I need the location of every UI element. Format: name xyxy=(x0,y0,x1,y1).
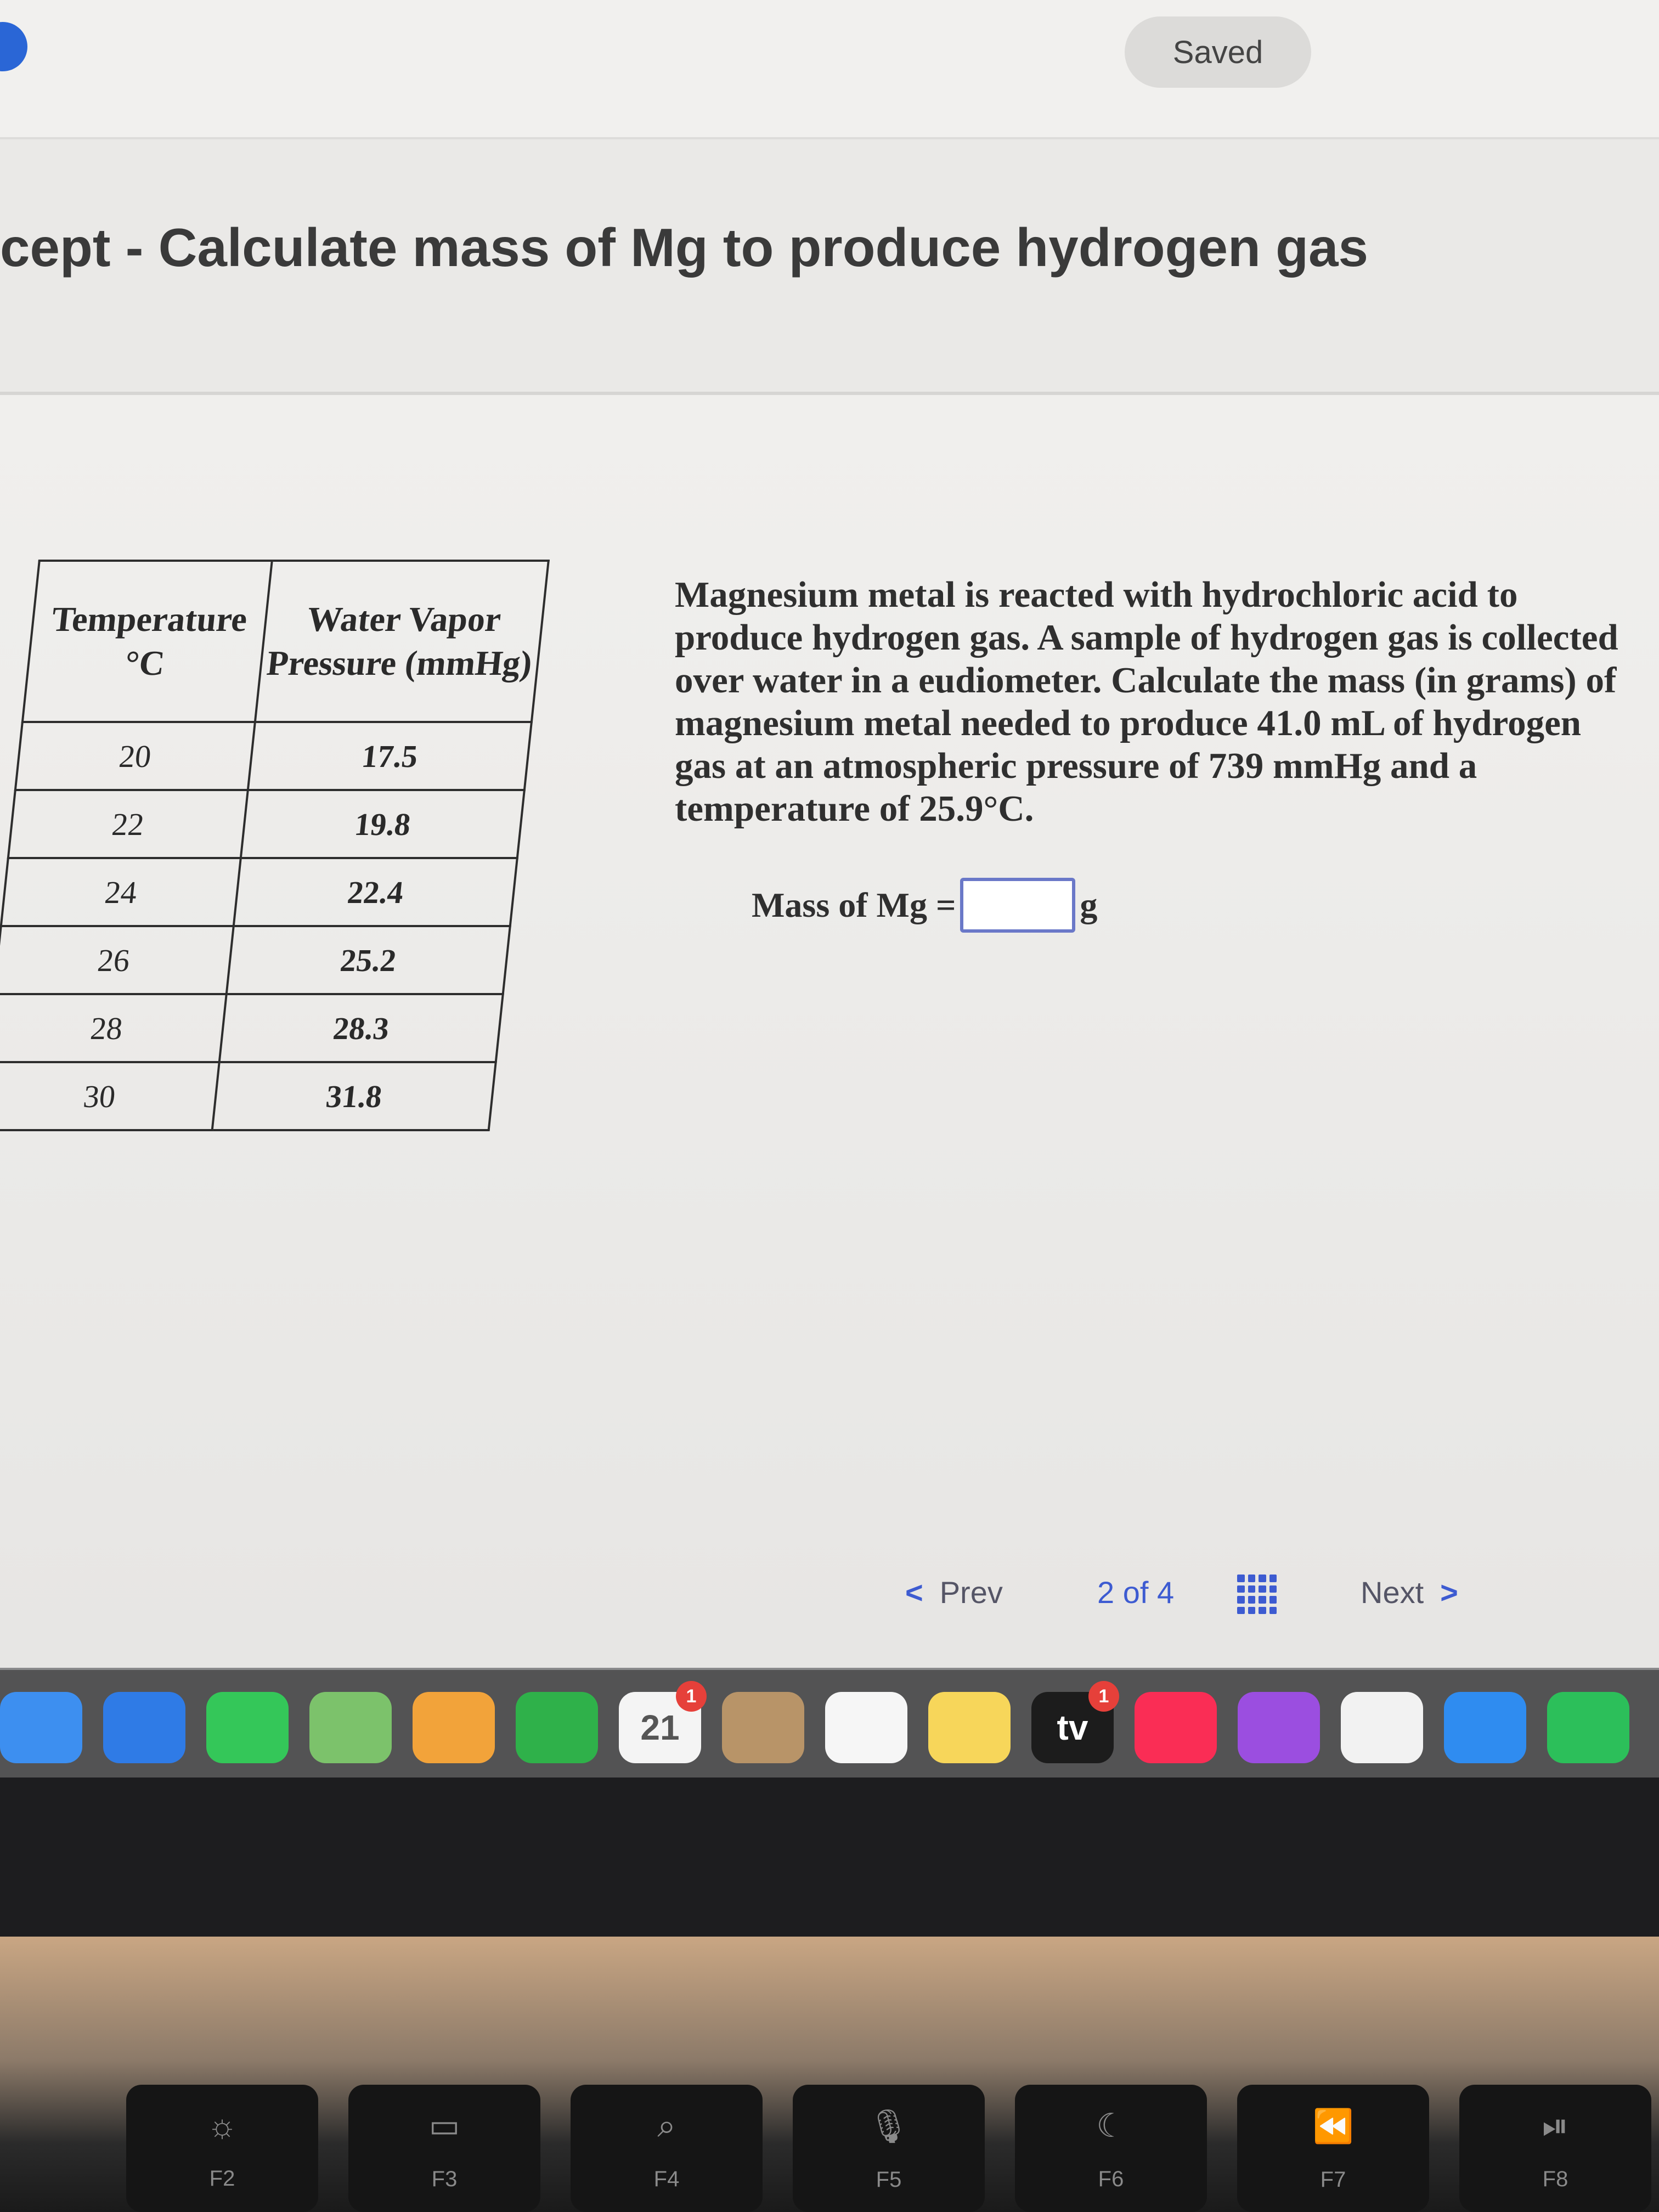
table-header-row xyxy=(22,561,549,722)
podcasts-icon[interactable] xyxy=(1238,1692,1320,1763)
key-label: F2 xyxy=(209,2166,235,2191)
maps-icon[interactable] xyxy=(309,1692,392,1763)
key-f5[interactable] xyxy=(793,2085,985,2212)
temperature-cell: 20 xyxy=(15,722,255,790)
calendar-icon[interactable]: 21 1 xyxy=(619,1692,701,1763)
temperature-cell: 30 xyxy=(0,1062,219,1130)
next-button[interactable] xyxy=(1361,1575,1458,1610)
question-content xyxy=(0,395,1659,1613)
chevron-right-icon: > xyxy=(1440,1575,1458,1610)
laptop-bezel xyxy=(0,1778,1659,1937)
question-text: Magnesium metal is reacted with hydrochloric acid to produce hydrogen gas. A sample of hydrogen gas is collected over water in a eudiometer. Calculate the mass (in grams) of magnesium metal needed to produce 41.0 mL of hydrogen gas at an atmospheric pressure of 739 mmHg and a temperature of 25.9°C. xyxy=(675,574,1618,829)
moon-icon: ☾ xyxy=(1096,2107,1126,2144)
temperature-cell: 24 xyxy=(1,858,241,926)
question-pager xyxy=(0,1564,1659,1629)
keynote-icon[interactable] xyxy=(1444,1692,1526,1763)
menu-button[interactable] xyxy=(0,22,27,71)
grid-icon[interactable] xyxy=(1237,1575,1277,1614)
search-icon: ⌕ xyxy=(657,2107,676,2144)
microphone-icon: 🎙 xyxy=(867,2108,910,2145)
notes-icon[interactable] xyxy=(928,1692,1011,1763)
rewind-icon: ⏪ xyxy=(1312,2108,1354,2145)
key-f7[interactable] xyxy=(1237,2085,1429,2212)
temperature-cell: 26 xyxy=(0,926,234,994)
table-row xyxy=(0,926,510,994)
table-header-temperature: Temperature °C xyxy=(22,561,272,722)
facetime-icon[interactable] xyxy=(516,1692,598,1763)
key-label: F4 xyxy=(653,2167,680,2191)
key-label: F6 xyxy=(1098,2167,1124,2191)
news-icon[interactable] xyxy=(1341,1692,1423,1763)
photos-icon[interactable] xyxy=(413,1692,495,1763)
brightness-icon: ☼ xyxy=(207,2107,238,2144)
messages-icon[interactable] xyxy=(206,1692,289,1763)
key-f3[interactable] xyxy=(348,2085,540,2212)
top-bar xyxy=(0,0,1659,139)
saved-status-badge: Saved xyxy=(1125,16,1311,88)
key-f6[interactable] xyxy=(1015,2085,1207,2212)
pressure-cell: 19.8 xyxy=(241,790,524,858)
mission-control-icon: ▭ xyxy=(428,2107,460,2144)
key-f4[interactable] xyxy=(571,2085,763,2212)
mass-answer-input[interactable] xyxy=(960,878,1075,933)
key-label: F8 xyxy=(1542,2167,1568,2191)
table-row xyxy=(0,994,503,1062)
numbers-icon[interactable] xyxy=(1547,1692,1629,1763)
pressure-cell: 25.2 xyxy=(227,926,510,994)
prev-label: Prev xyxy=(939,1575,1003,1610)
pressure-cell: 17.5 xyxy=(248,722,532,790)
table-row xyxy=(8,790,524,858)
notification-badge: 1 xyxy=(1088,1681,1119,1712)
table-row xyxy=(1,858,517,926)
mail-icon[interactable] xyxy=(0,1692,82,1763)
safari-icon[interactable] xyxy=(103,1692,185,1763)
pressure-cell: 31.8 xyxy=(212,1062,496,1130)
page-title: cept - Calculate mass of Mg to produce hydrogen gas xyxy=(0,217,1368,278)
key-f8[interactable] xyxy=(1459,2085,1651,2212)
next-label: Next xyxy=(1361,1575,1424,1610)
notification-badge: 1 xyxy=(676,1681,707,1712)
tv-icon[interactable]: tv 1 xyxy=(1031,1692,1114,1763)
reminders-icon[interactable] xyxy=(825,1692,907,1763)
temperature-cell: 22 xyxy=(8,790,248,858)
key-label: F3 xyxy=(431,2167,458,2191)
table-row xyxy=(15,722,532,790)
key-label: F5 xyxy=(876,2168,902,2192)
answer-row xyxy=(752,872,1097,938)
key-label: F7 xyxy=(1320,2168,1346,2192)
pressure-cell: 28.3 xyxy=(219,994,503,1062)
play-pause-icon: ⏯ xyxy=(1542,2107,1568,2144)
chevron-left-icon: < xyxy=(905,1575,923,1610)
contacts-icon[interactable] xyxy=(722,1692,804,1763)
answer-unit: g xyxy=(1080,885,1098,924)
temperature-cell: 28 xyxy=(0,994,227,1062)
answer-label: Mass of Mg = xyxy=(752,885,956,924)
page-status: 2 of 4 xyxy=(1097,1575,1175,1610)
table-row xyxy=(0,1062,496,1130)
music-icon[interactable] xyxy=(1135,1692,1217,1763)
prev-button[interactable] xyxy=(905,1575,1003,1610)
pressure-cell: 22.4 xyxy=(234,858,517,926)
dock xyxy=(0,1668,1659,1778)
key-f2[interactable] xyxy=(126,2085,318,2212)
vapor-pressure-table xyxy=(0,560,550,1131)
table-header-pressure: Water Vapor Pressure (mmHg) xyxy=(255,561,549,722)
